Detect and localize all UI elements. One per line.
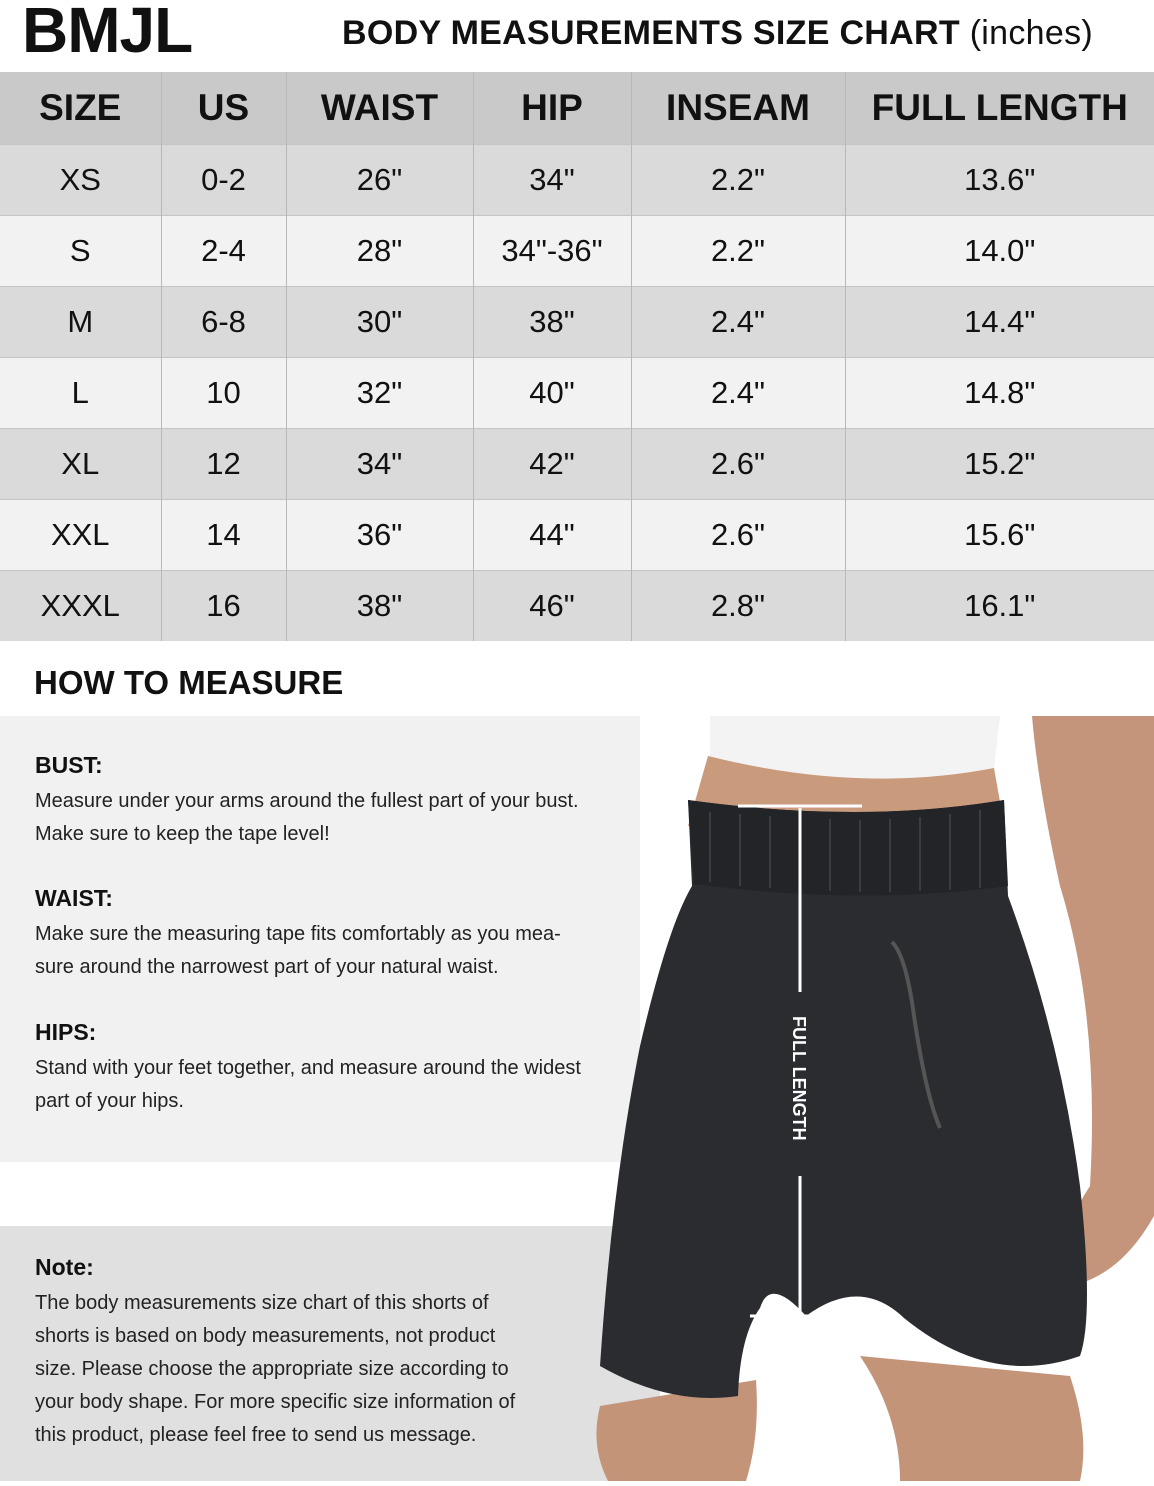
cell-size: M [0, 286, 161, 357]
cell-size: XS [0, 144, 161, 215]
cell-size: XXL [0, 499, 161, 570]
note-line-1: The body measurements size chart of this shorts of [35, 1292, 489, 1314]
waist-line-1: Make sure the measuring tape fits comfortably as you mea- [35, 923, 561, 945]
cell-full-length: 15.6" [845, 499, 1154, 570]
page-header [0, 0, 1154, 72]
bust-line-1: Measure under your arms around the fullest part of your bust. [35, 790, 579, 812]
hips-section [35, 1019, 581, 1118]
waist-line-2: sure around the narrowest part of your natural waist. [35, 956, 499, 978]
page-title [342, 14, 1093, 53]
table-row [0, 499, 1154, 570]
waist-section [35, 885, 561, 984]
cell-hip: 44" [473, 499, 631, 570]
title-text: BODY MEASUREMENTS SIZE CHART [342, 14, 960, 52]
cell-us: 12 [161, 428, 286, 499]
cell-us: 6-8 [161, 286, 286, 357]
cell-us: 2-4 [161, 215, 286, 286]
bust-heading: BUST: [35, 752, 103, 778]
cell-inseam: 2.4" [631, 357, 845, 428]
table-row [0, 570, 1154, 641]
cell-waist: 28" [286, 215, 473, 286]
note-line-2: shorts is based on body measurements, not product [35, 1325, 496, 1347]
note-line-4: your body shape. For more specific size information of [35, 1391, 516, 1413]
cell-inseam: 2.4" [631, 286, 845, 357]
note-heading: Note: [35, 1254, 94, 1280]
waistband [688, 800, 1008, 896]
waist-heading: WAIST: [35, 885, 113, 911]
cell-us: 16 [161, 570, 286, 641]
cell-waist: 34" [286, 428, 473, 499]
column-header-us: US [161, 72, 286, 144]
column-header-inseam: INSEAM [631, 72, 845, 144]
note-section [35, 1254, 515, 1452]
full-length-label: FULL LENGTH [789, 1016, 809, 1141]
cell-us: 0-2 [161, 144, 286, 215]
cell-full-length: 15.2" [845, 428, 1154, 499]
table-row [0, 357, 1154, 428]
table-row [0, 286, 1154, 357]
cell-inseam: 2.6" [631, 428, 845, 499]
table-row [0, 428, 1154, 499]
cell-inseam: 2.2" [631, 144, 845, 215]
cell-inseam: 2.8" [631, 570, 845, 641]
cell-hip: 42" [473, 428, 631, 499]
cell-waist: 38" [286, 570, 473, 641]
note-line-5: this product, please feel free to send us message. [35, 1424, 477, 1446]
column-header-size: SIZE [0, 72, 161, 144]
column-header-full-length: FULL LENGTH [871, 86, 1128, 128]
column-header-hip: HIP [473, 72, 631, 144]
cell-hip: 34" [473, 144, 631, 215]
cell-hip: 34"-36" [473, 215, 631, 286]
brand-logo: BMJL [22, 0, 193, 66]
cell-waist: 26" [286, 144, 473, 215]
note-line-3: size. Please choose the appropriate size according to [35, 1358, 509, 1380]
cell-waist: 32" [286, 357, 473, 428]
hips-line-1: Stand with your feet together, and measure around the widest [35, 1057, 581, 1079]
cell-waist: 30" [286, 286, 473, 357]
hips-line-2: part of your hips. [35, 1090, 184, 1112]
cell-full-length: 13.6" [845, 144, 1154, 215]
cell-size: XXXL [0, 570, 161, 641]
size-chart-table [0, 72, 1154, 641]
cell-us: 10 [161, 357, 286, 428]
shorts-illustration [560, 716, 1154, 1481]
bust-line-2: Make sure to keep the tape level! [35, 823, 330, 845]
cell-full-length: 14.0" [845, 215, 1154, 286]
title-unit: (inches) [969, 14, 1094, 52]
cell-waist: 36" [286, 499, 473, 570]
bust-section [35, 752, 579, 851]
table-header-row [0, 72, 1154, 144]
hips-heading: HIPS: [35, 1019, 97, 1045]
cell-hip: 38" [473, 286, 631, 357]
model-photo [560, 716, 1154, 1481]
right-leg-skin [860, 1356, 1083, 1481]
cell-hip: 40" [473, 357, 631, 428]
table-row [0, 144, 1154, 215]
cell-inseam: 2.6" [631, 499, 845, 570]
cell-size: XL [0, 428, 161, 499]
cell-hip: 46" [473, 570, 631, 641]
cell-size: L [0, 357, 161, 428]
cell-size: S [0, 215, 161, 286]
cell-us: 14 [161, 499, 286, 570]
table-row [0, 215, 1154, 286]
how-to-measure-heading: HOW TO MEASURE [34, 664, 344, 701]
column-header-waist: WAIST [286, 72, 473, 144]
cell-full-length: 14.4" [845, 286, 1154, 357]
cell-full-length: 14.8" [845, 357, 1154, 428]
cell-inseam: 2.2" [631, 215, 845, 286]
cell-full-length: 16.1" [845, 570, 1154, 641]
